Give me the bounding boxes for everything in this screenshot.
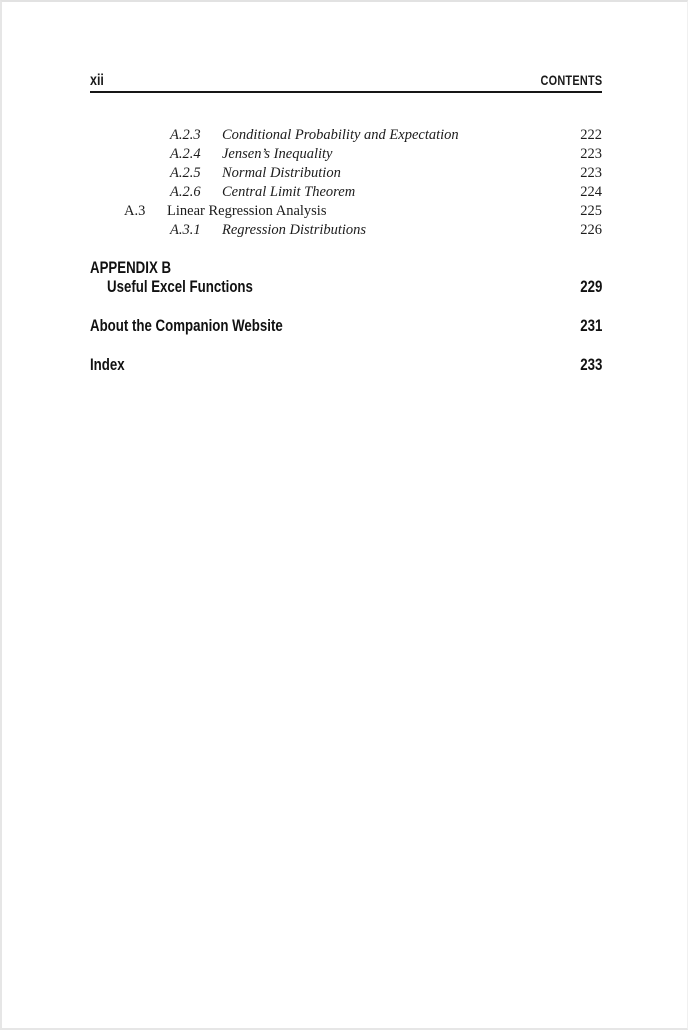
folio-text: xii (90, 72, 104, 89)
toc-entry-page: 222 (580, 127, 602, 143)
companion-website-page (574, 316, 602, 335)
index-line (90, 355, 602, 374)
running-head (90, 73, 602, 93)
appendix-b-label: APPENDIX B (90, 258, 172, 277)
companion-website-page-number: 231 (579, 316, 602, 335)
toc-entry-title: Conditional Probability and Expectation (222, 127, 459, 143)
toc-entry (90, 164, 602, 183)
toc-entry-number: A.2.5 (170, 165, 201, 181)
toc-entry-page: 225 (580, 203, 602, 219)
toc-entry-title: Regression Distributions (222, 222, 367, 238)
toc-entry-page: 223 (580, 165, 602, 181)
toc-entry-title: Linear Regression Analysis (167, 203, 327, 219)
running-title-text: CONTENTS (540, 72, 602, 88)
appendix-b-page (574, 277, 602, 296)
toc-entry-number: A.2.6 (170, 184, 201, 200)
appendix-b-page-number: 229 (579, 277, 602, 296)
toc-entry (90, 183, 602, 202)
appendix-b-block (90, 258, 602, 296)
toc-entry-number: A.2.3 (170, 127, 201, 143)
toc-entry-number: A.2.4 (170, 146, 201, 162)
appendix-b-title: Useful Excel Functions (107, 277, 253, 296)
index-title: Index (90, 355, 125, 374)
appendix-b-label-line (90, 258, 602, 277)
toc-entry (90, 221, 602, 240)
appendix-b-title-line (90, 277, 602, 296)
toc-list (90, 126, 602, 240)
toc-entry (90, 145, 602, 164)
toc-entry-title: Central Limit Theorem (222, 184, 356, 200)
companion-website-title: About the Companion Website (90, 316, 283, 335)
toc-entry-number: A.3 (124, 203, 146, 219)
toc-entry-page: 226 (580, 222, 602, 238)
toc-entry (90, 202, 602, 221)
toc-entry-title: Normal Distribution (222, 165, 341, 181)
toc-entry-title: Jensen’s Inequality (222, 146, 333, 162)
toc-entry (90, 126, 602, 145)
back-matter (90, 258, 602, 374)
folio-page-number (90, 73, 108, 89)
running-title (523, 73, 602, 89)
toc-entry-page: 224 (580, 184, 602, 200)
index-page-number: 233 (579, 355, 602, 374)
toc-entry-number: A.3.1 (170, 222, 201, 238)
index-page (574, 355, 602, 374)
companion-website-line (90, 316, 602, 335)
toc-entry-page: 223 (580, 146, 602, 162)
